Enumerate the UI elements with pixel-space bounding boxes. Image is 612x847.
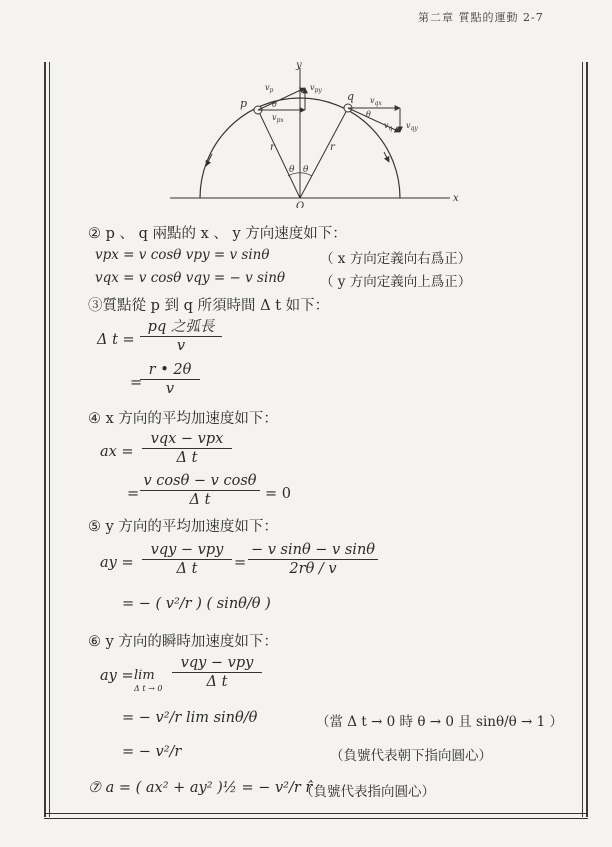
step3-fraction-time	[140, 361, 200, 398]
right-border-outer	[586, 62, 588, 817]
step3-fraction-arc	[140, 318, 222, 355]
step4-frac2-num: v cosθ − v cosθ	[140, 472, 260, 491]
step4-frac1-num: vqx − vpx	[142, 430, 232, 449]
label-q: q	[347, 90, 355, 103]
step6-line2-note: （當 Δ t → 0 時 θ → 0 且 sinθ/θ → 1 ）	[316, 714, 564, 730]
step3-eq2: =	[130, 375, 143, 391]
step6-title: ⑥ y 方向的瞬時加速度如下：	[88, 634, 278, 650]
left-border	[44, 62, 46, 817]
step4-frac2-den: Δ t	[189, 492, 211, 508]
label-theta-q: θ	[366, 110, 371, 119]
step5-frac2-num: − v sinθ − v sinθ	[248, 541, 378, 560]
step5-fraction-calc	[248, 541, 378, 578]
step3-frac2-den: v	[165, 381, 175, 397]
step7-note: （負號代表指向圓心）	[300, 784, 435, 800]
label-vqx: $v_{qx}$	[370, 96, 382, 107]
step5-frac2-den: 2rθ / v	[289, 561, 337, 577]
step4-title: ④ x 方向的平均加速度如下：	[88, 411, 278, 427]
right-border	[582, 62, 583, 817]
step7-equation: ⑦ a = ( ax² + ay² )½ = − v²/r r̂	[88, 780, 313, 796]
step4-result: = 0	[265, 486, 291, 502]
step2-line1-note: （ x 方向定義向右爲正）	[320, 251, 472, 267]
step6-line3-note: （負號代表朝下指向圓心）	[330, 748, 492, 764]
label-vqy: $v_{qy}$	[406, 121, 418, 132]
circular-motion-diagram	[160, 58, 470, 208]
step3-frac1-den: v	[176, 338, 186, 354]
step2-line2-note: （ y 方向定義向上爲正）	[320, 274, 472, 290]
label-vp: $v_p$	[265, 83, 274, 94]
step6-lim-sub: Δ t → 0	[134, 684, 163, 693]
step5-lhs: ay =	[100, 555, 134, 571]
step6-frac1-num: vqy − vpy	[172, 654, 262, 673]
step3-title: ③質點從 p 到 q 所須時間 Δ t 如下：	[88, 298, 330, 314]
label-x: x	[453, 193, 459, 204]
step2-title: ② p 、 q 兩點的 x 、 y 方向速度如下：	[88, 226, 347, 242]
label-theta-left: θ	[289, 165, 295, 175]
label-p: p	[240, 97, 248, 110]
step6-fraction	[172, 654, 262, 691]
label-vpy: $v_{py}$	[310, 83, 322, 94]
arc-arrow-right	[384, 152, 389, 162]
step2-line1: vpx = v cosθ vpy = v sinθ	[95, 247, 270, 263]
step6-line3: = − v²/r	[122, 744, 182, 760]
label-y: y	[296, 60, 302, 71]
step6-frac1-den: Δ t	[206, 674, 228, 690]
step3-lhs: Δ t =	[97, 332, 135, 348]
step4-eq2: =	[127, 486, 140, 502]
step4-frac1-den: Δ t	[176, 450, 198, 466]
step2-line2: vqx = v cosθ vqy = − v sinθ	[95, 270, 286, 286]
page-header: 第二章 質點的運動 2-7	[418, 11, 544, 24]
step5-eq: =	[234, 555, 247, 571]
step6-line2: = − v²/r lim sinθ/θ	[122, 710, 258, 726]
step6-lhs: ay =	[100, 668, 134, 684]
label-vq: $v_q$	[384, 121, 393, 132]
step3-frac1-num: pq 之弧長	[140, 318, 222, 337]
label-theta-right: θ	[303, 165, 309, 175]
step5-fraction-avg	[142, 541, 232, 578]
step5-frac1-num: vqy − vpy	[142, 541, 232, 560]
step3-frac2-num: r • 2θ	[140, 361, 200, 380]
step4-fraction-calc	[140, 472, 260, 509]
step4-lhs: ax =	[100, 444, 134, 460]
label-theta-p: θ	[272, 100, 277, 109]
radius-q	[300, 108, 348, 198]
left-border-inner	[49, 62, 50, 817]
step6-lim: lim	[134, 668, 155, 683]
bottom-border	[44, 813, 588, 819]
step5-line2: = − ( v²/r ) ( sinθ/θ )	[122, 596, 271, 612]
label-r-right: r	[330, 142, 335, 153]
step4-fraction-avg	[142, 430, 232, 467]
label-r-left: r	[270, 142, 275, 153]
step5-title: ⑤ y 方向的平均加速度如下：	[88, 519, 278, 535]
step5-frac1-den: Δ t	[176, 561, 198, 577]
label-vpx: $v_{px}$	[272, 113, 284, 124]
label-origin: O	[296, 201, 305, 208]
